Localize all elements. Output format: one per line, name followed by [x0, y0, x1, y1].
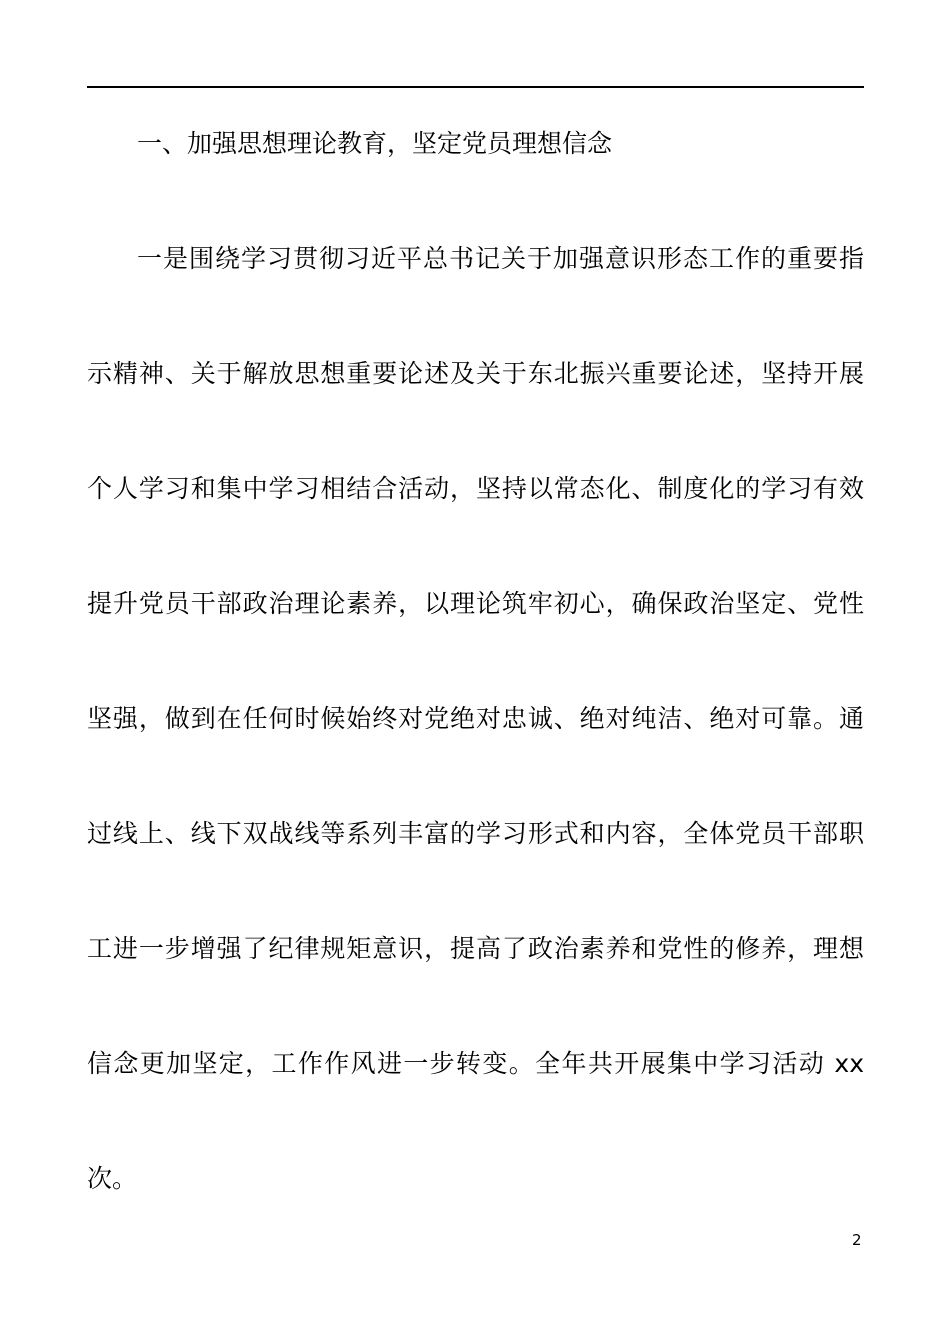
paragraph-line: 个人学习和集中学习相结合活动，坚持以常态化、制度化的学习有效	[87, 474, 864, 503]
header-rule	[87, 86, 864, 88]
paragraph-line: 提升党员干部政治理论素养，以理论筑牢初心，确保政治坚定、党性	[87, 589, 864, 618]
paragraph-line: 一是围绕学习贯彻习近平总书记关于加强意识形态工作的重要指	[137, 244, 864, 273]
paragraph-line: 示精神、关于解放思想重要论述及关于东北振兴重要论述，坚持开展	[87, 359, 864, 388]
paragraph-line: 次。	[87, 1164, 138, 1193]
paragraph-line: 工进一步增强了纪律规矩意识，提高了政治素养和党性的修养，理想	[87, 934, 864, 963]
document-body	[87, 122, 864, 1272]
paragraph-line: 过线上、线下双战线等系列丰富的学习形式和内容，全体党员干部职	[87, 819, 864, 848]
page-number: 2	[852, 1231, 862, 1249]
section-heading: 一、加强思想理论教育，坚定党员理想信念	[137, 129, 613, 158]
paragraph-line: 坚强，做到在任何时候始终对党绝对忠诚、绝对纯洁、绝对可靠。通	[87, 704, 864, 733]
paragraph-line: 信念更加坚定，工作作风进一步转变。全年共开展集中学习活动 xx	[87, 1049, 864, 1078]
body-paragraph	[87, 237, 864, 1201]
